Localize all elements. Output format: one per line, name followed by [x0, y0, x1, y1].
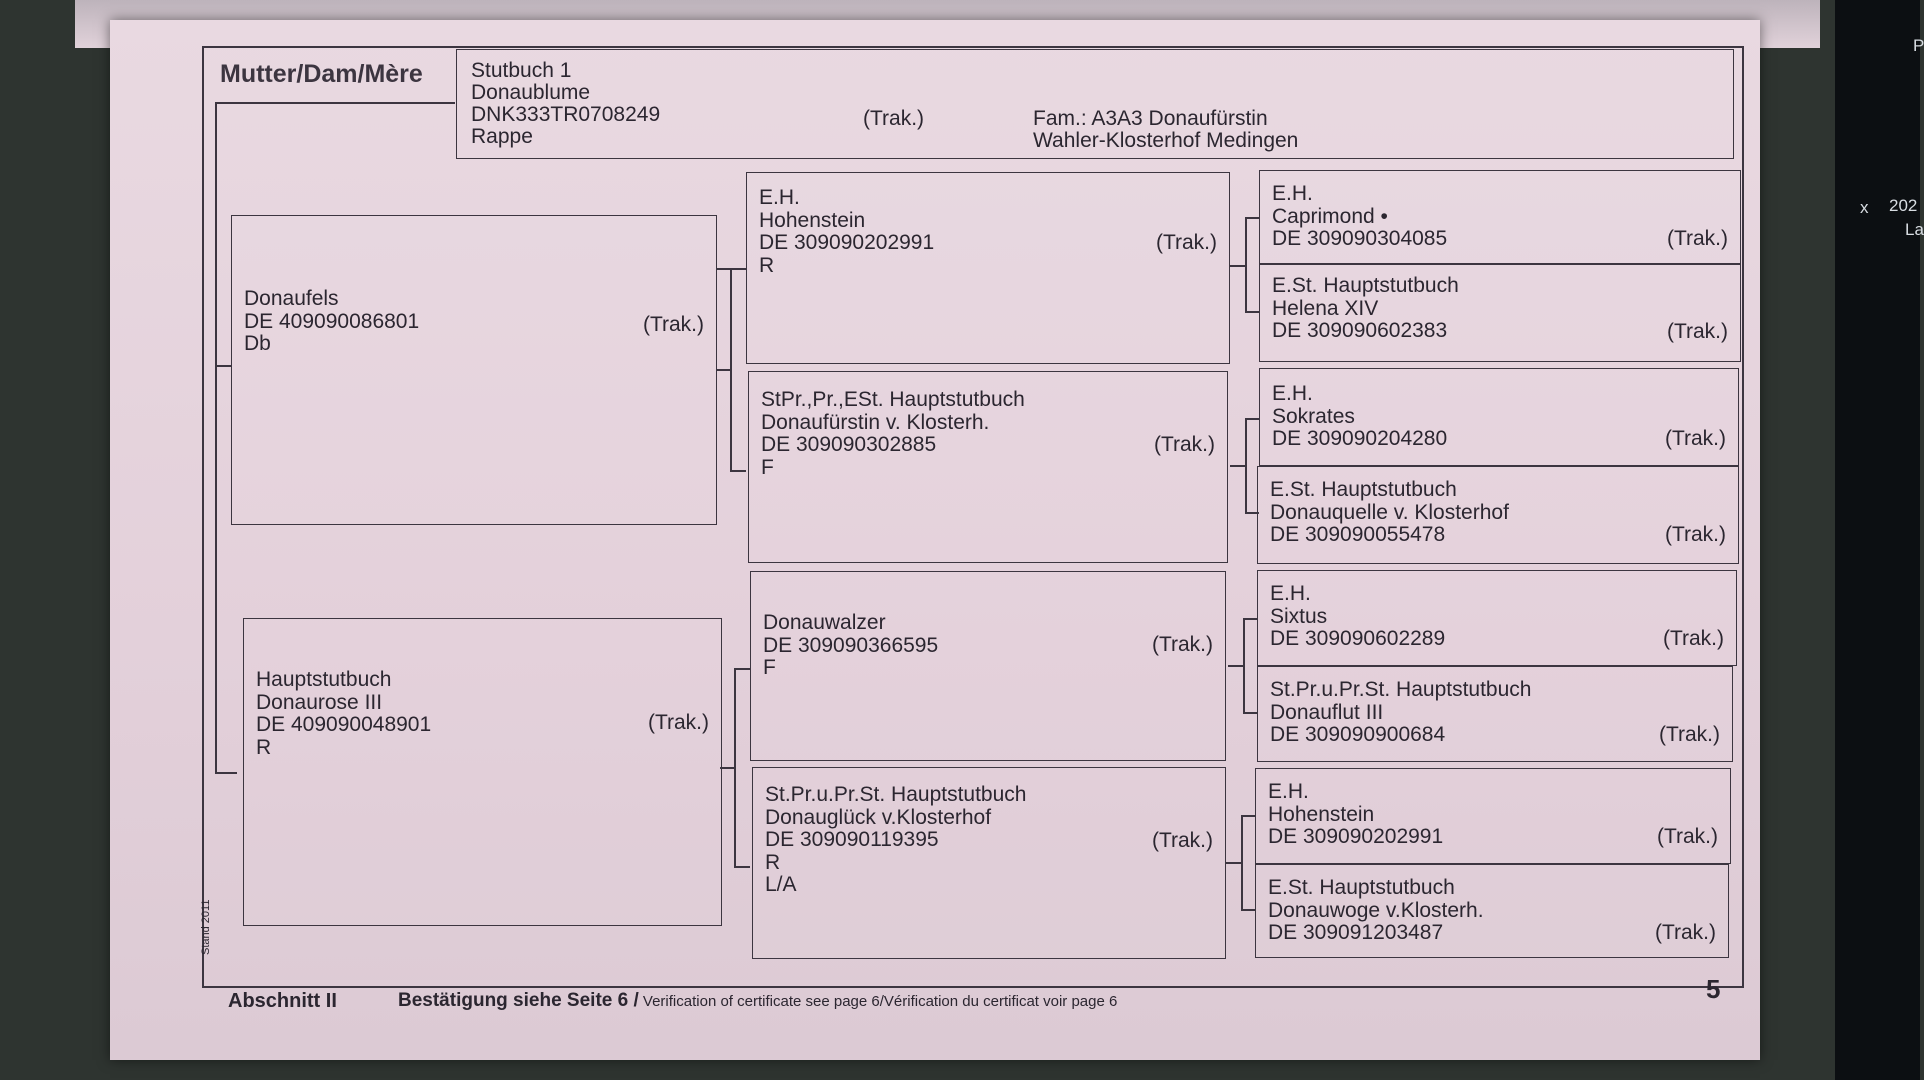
monitor-text: 202	[1889, 196, 1918, 215]
connector	[1241, 815, 1243, 911]
connector	[716, 369, 730, 371]
grandparent-trak: (Trak.)	[1151, 829, 1213, 852]
grandparent-box: St.Pr.u.Pr.St. Hauptstutbuch Donauglück v.Klosterhof DE 309090119395 R L/A (Trak.)	[752, 767, 1226, 959]
connector	[1230, 465, 1245, 467]
connector	[215, 102, 455, 104]
parent-color: R	[256, 735, 272, 759]
subject-trak: (Trak.)	[863, 107, 925, 130]
grandparent-box: StPr.,Pr.,ESt. Hauptstutbuch Donaufürstin v. Klosterh. DE 309090302885 F (Trak.)	[748, 371, 1228, 563]
connector	[215, 102, 217, 774]
section-title: Mutter/Dam/Mère	[220, 60, 423, 88]
parent-book: Hauptstutbuch	[256, 668, 392, 691]
great-grandparent-box: E.St. Hauptstutbuch Donauquelle v. Klosterhof DE 309090055478 (Trak.)	[1257, 466, 1739, 564]
connector	[720, 767, 734, 769]
connector	[1230, 265, 1245, 267]
monitor-text: x	[1860, 198, 1869, 217]
connector	[1245, 418, 1247, 514]
subject-box	[456, 49, 1734, 159]
connector	[730, 268, 732, 472]
connector	[1243, 618, 1257, 620]
great-grandparent-box: St.Pr.u.Pr.St. Hauptstutbuch Donauflut III DE 309090900684 (Trak.)	[1257, 666, 1733, 762]
connector	[1245, 311, 1259, 313]
stand-note: Stand 2011	[200, 899, 212, 955]
footer-confirmation: Bestätigung siehe Seite 6 / Verification of certificate see page 6/Vérification du certificat voir page 6	[398, 990, 1118, 1011]
great-grandparent-box: E.H. Caprimond • DE 309090304085 (Trak.)	[1259, 170, 1741, 264]
connector	[730, 470, 746, 472]
parent-name: Donaufels	[244, 287, 339, 310]
parent-id: DE 409090086801	[244, 309, 420, 333]
connector	[215, 772, 237, 774]
great-grandparent-box: E.H. Sixtus DE 309090602289 (Trak.)	[1257, 570, 1737, 666]
parent-box-dam	[243, 618, 722, 926]
monitor-edge	[1835, 0, 1924, 1080]
great-grandparent-box: E.St. Hauptstutbuch Helena XIV DE 309090602383 (Trak.)	[1259, 264, 1741, 362]
grandparent-trak: (Trak.)	[1151, 633, 1213, 656]
parent-trak: (Trak.)	[642, 313, 704, 336]
parent-box-sire	[231, 215, 717, 525]
grandparent-trak: (Trak.)	[1153, 433, 1215, 456]
grandparent-box: Donauwalzer DE 309090366595 F (Trak.)	[750, 571, 1226, 761]
connector	[1243, 618, 1245, 714]
connector	[734, 668, 736, 868]
great-grandparent-box: E.St. Hauptstutbuch Donauwoge v.Klosterh. DE 309091203487 (Trak.)	[1255, 864, 1729, 958]
monitor-text: La	[1905, 220, 1924, 239]
connector	[716, 268, 730, 270]
connector	[1245, 217, 1247, 313]
connector	[1228, 665, 1243, 667]
page-number: 5	[1706, 974, 1721, 1004]
subject-family: Fam.: A3A3 Donaufürstin Wahler-Klosterhof Medingen	[1033, 107, 1299, 152]
connector	[1245, 418, 1259, 420]
grandparent-trak: (Trak.)	[1155, 231, 1217, 254]
great-grandparent-box: E.H. Sokrates DE 309090204280 (Trak.)	[1259, 368, 1739, 466]
parent-trak: (Trak.)	[647, 711, 709, 734]
footer-section: Abschnitt II	[228, 990, 337, 1012]
monitor-text: P	[1913, 36, 1924, 55]
connector	[734, 668, 750, 670]
connector	[730, 268, 746, 270]
great-grandparent-box: E.H. Hohenstein DE 309090202991 (Trak.)	[1255, 768, 1731, 864]
parent-id: DE 409090048901	[256, 713, 432, 736]
parent-name: Donaurose III	[256, 690, 383, 714]
connector	[1243, 712, 1257, 714]
connector	[734, 866, 750, 868]
connector	[1245, 217, 1259, 219]
connector	[1241, 909, 1255, 911]
connector	[1226, 862, 1241, 864]
connector	[1241, 815, 1255, 817]
subject-lines: Stutbuch 1 Donaublume DNK333TR0708249 Rappe	[471, 59, 661, 148]
grandparent-box: E.H. Hohenstein DE 309090202991 R (Trak.)	[746, 172, 1230, 364]
parent-color: Db	[244, 332, 271, 355]
connector	[215, 365, 231, 367]
